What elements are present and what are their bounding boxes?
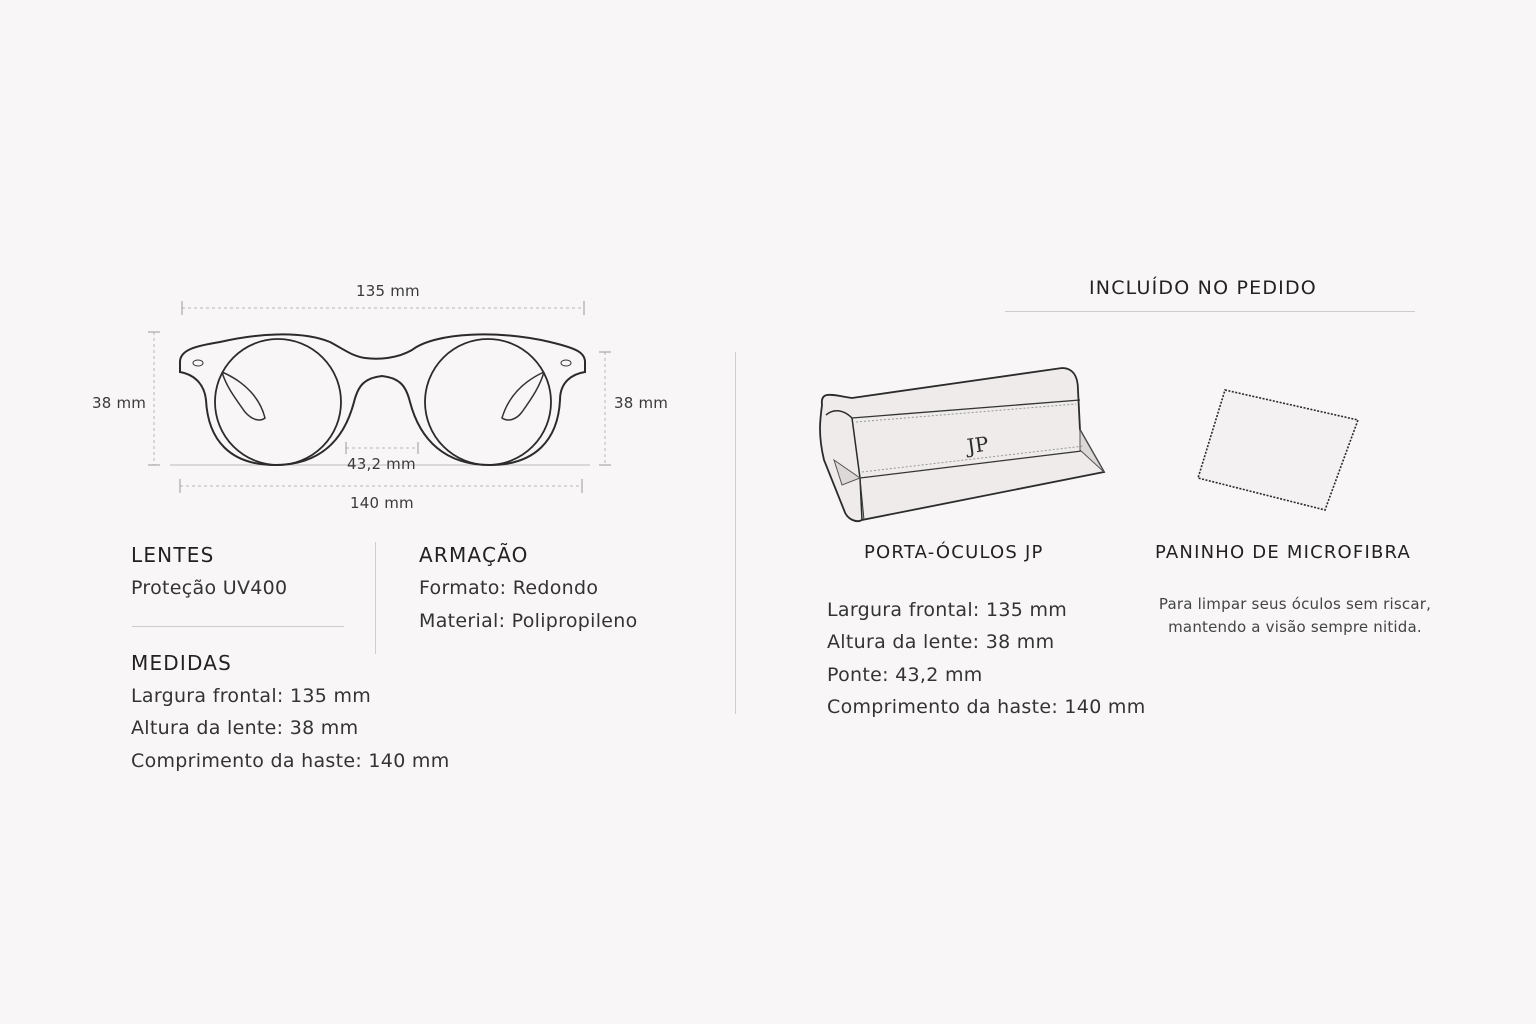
medidas-line: Altura da lente: 38 mm	[131, 717, 359, 739]
armacao-format: Formato: Redondo	[419, 577, 599, 599]
section-divider	[735, 352, 736, 714]
medidas-line: Largura frontal: 135 mm	[131, 685, 372, 707]
lentes-title: LENTES	[131, 543, 215, 567]
case-spec-line: Ponte: 43,2 mm	[827, 664, 983, 686]
case-logo: JP	[965, 431, 991, 459]
cloth-description-line: Para limpar seus óculos sem riscar,	[1158, 595, 1432, 613]
case-spec-line: Comprimento da haste: 140 mm	[827, 696, 1146, 718]
medidas-title: MEDIDAS	[131, 651, 233, 675]
lentes-line: Proteção UV400	[131, 577, 288, 599]
medidas-line: Comprimento da haste: 140 mm	[131, 750, 450, 772]
case-title: PORTA-ÓCULOS JP	[864, 542, 1044, 563]
microfiber-cloth-illustration	[1190, 382, 1370, 522]
specs-vertical-divider	[375, 542, 376, 654]
case-spec-line: Altura da lente: 38 mm	[827, 631, 1055, 653]
cloth-title: PANINHO DE MICROFIBRA	[1155, 542, 1412, 563]
armacao-title: ARMAÇÃO	[419, 543, 529, 567]
right-height-label: 38 mm	[614, 394, 669, 412]
left-height-label: 38 mm	[92, 394, 147, 412]
included-title: INCLUÍDO NO PEDIDO	[1089, 277, 1317, 299]
armacao-material: Material: Polipropileno	[419, 610, 638, 632]
glasses-case-illustration	[812, 360, 1112, 530]
top-width-label: 135 mm	[356, 282, 420, 300]
case-spec-line: Largura frontal: 135 mm	[827, 599, 1068, 621]
cloth-description-line: mantendo a visão sempre nitida.	[1168, 618, 1422, 636]
lentes-divider	[132, 626, 344, 627]
included-divider	[1005, 311, 1415, 312]
cloth-description	[1140, 593, 1450, 639]
bridge-label: 43,2 mm	[347, 455, 416, 473]
bottom-width-label: 140 mm	[350, 494, 414, 512]
